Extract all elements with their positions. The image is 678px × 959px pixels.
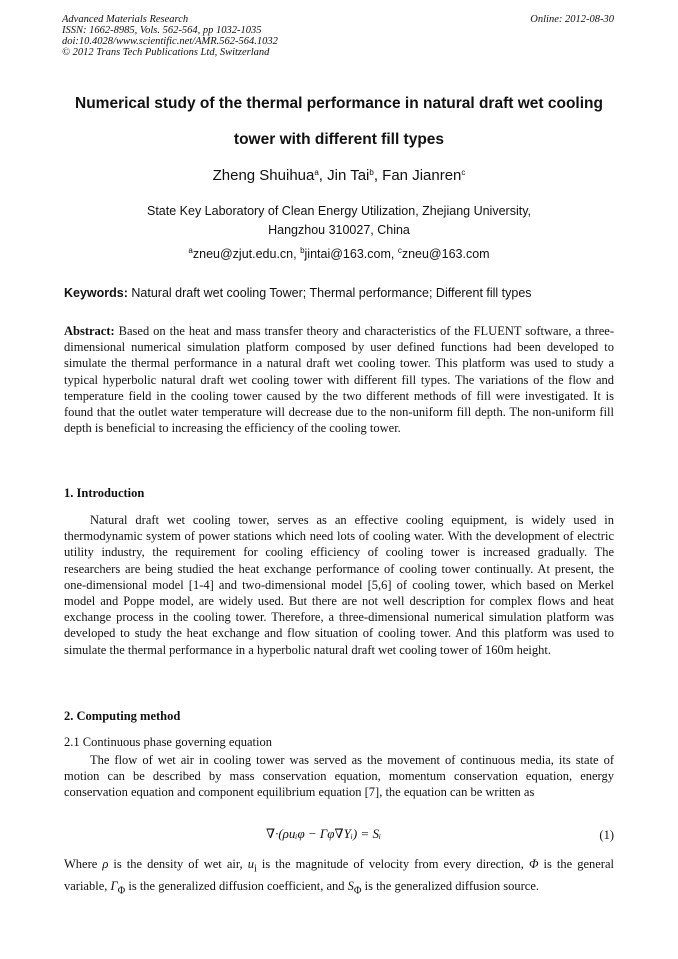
- author-name: Zheng Shuihua: [212, 167, 315, 184]
- author-affil-mark: c: [461, 168, 466, 177]
- email-mark: a: [188, 246, 193, 255]
- copyright-line: © 2012 Trans Tech Publications Ltd, Switzerland: [62, 47, 270, 58]
- author-list: [0, 166, 678, 186]
- paper-title: [48, 86, 630, 158]
- email-link[interactable]: zneu@163.com: [401, 247, 490, 261]
- u-symbol: u: [247, 857, 254, 871]
- journal-name: Advanced Materials Research: [62, 14, 189, 25]
- abstract-text: Based on the heat and mass transfer theory and characteristics of the FLUENT software, a three-dimensional numerical simulation platform composed by user defined functions had been developed to simulate the thermal performance in a natural draft wet cooling tower. This platform was used to study a typical hyperbolic natural draft wet cooling tower with different fill types. The variations of the flow and temperature field in the cooling tower caused by the two different methods of fill were investigated. It is found that the outlet water temperature will decrease due to the non-uniform fill depth. The non-uniform fill depth is beneficial to increasing the efficiency of the cooling tower.: [64, 324, 614, 436]
- email-mark: c: [397, 246, 402, 255]
- introduction-paragraph: Natural draft wet cooling tower, serves as an effective cooling equipment, is widely used in thermodynamic system of power stations which need lots of cooling water. With the development of electric utility industry, the requirement for cooling efficiency of cooling tower is increased gradually. The researchers are being studied the heat exchange performance of cooling tower continually. At present, the one-dimensional model [1-4] and two-dimensional model [5,6] of cooling tower, which based on Merkel model and Poppe model, are widely used. But there are not well description for complex flows and heat exchange process in the cooling tower. Therefore, a three-dimensional numerical simulation platform was developed to study the heat exchange and flow situation of cooling tower. And this platform was used to simulate the thermal performance in a hyperbolic natural draft wet cooling tower of 160m height.: [64, 513, 614, 657]
- section-heading-introduction: 1. Introduction: [64, 486, 145, 500]
- where-text: is the general variable,: [64, 857, 614, 893]
- u-subscript: i: [253, 863, 257, 875]
- phi-symbol: Φ: [528, 857, 539, 871]
- where-text: is the generalized diffusion source.: [361, 878, 539, 893]
- title-line-1: Numerical study of the thermal performance in natural draft wet cooling: [75, 95, 603, 112]
- email-list: [0, 246, 678, 262]
- s-subscript: Φ: [353, 885, 362, 897]
- gamma-symbol: Γ: [110, 878, 118, 893]
- governing-equation: ∇·(ρuᵢφ − Γφ∇Yᵢ) = Sᵢ: [266, 826, 382, 841]
- email-link[interactable]: jintai@163.com,: [304, 247, 398, 261]
- keywords-text: Natural draft wet cooling Tower; Thermal performance; Different fill types: [127, 286, 532, 300]
- keywords-label: Keywords:: [64, 286, 128, 300]
- email-link[interactable]: zneu@zjut.edu.cn,: [192, 247, 301, 261]
- subsection-heading: 2.1 Continuous phase governing equation: [64, 735, 272, 749]
- variable-definitions: [64, 856, 614, 899]
- where-text: Where: [64, 857, 103, 871]
- affiliation-line-2: Hangzhou 310027, China: [268, 223, 410, 237]
- section-heading-computing-method: 2. Computing method: [64, 709, 181, 723]
- where-text: is the generalized diffusion coefficient, and: [125, 878, 348, 893]
- s-symbol: S: [347, 878, 354, 893]
- doi-line: doi:10.4028/www.scientific.net/AMR.562-564.1032: [62, 36, 278, 47]
- journal-header: [62, 14, 278, 58]
- author-affil-mark: a: [314, 168, 319, 177]
- affiliation-line-1: State Key Laboratory of Clean Energy Utilization, Zhejiang University,: [147, 204, 531, 218]
- issn-line: ISSN: 1662-8985, Vols. 562-564, pp 1032-1035: [62, 25, 262, 36]
- abstract-label: Abstract:: [64, 324, 115, 338]
- author-name: , Fan Jianren: [373, 167, 462, 184]
- title-line-2: tower with different fill types: [233, 131, 445, 148]
- rho-symbol: ρ: [102, 857, 109, 871]
- gamma-subscript: Φ: [117, 885, 126, 897]
- abstract: [64, 323, 614, 436]
- where-text: is the magnitude of velocity from every direction,: [256, 857, 529, 871]
- equation-number: (1): [599, 828, 614, 842]
- online-date: Online: 2012-08-30: [530, 14, 614, 25]
- affiliation: [0, 202, 678, 240]
- method-paragraph: The flow of wet air in cooling tower was served as the movement of continuous media, its state of motion can be described by mass conservation equation, momentum conservation equation, energy conservation equation and component equilibrium equation [7], the equation can be written as: [64, 753, 614, 800]
- author-name: , Jin Tai: [318, 167, 370, 184]
- author-affil-mark: b: [369, 168, 374, 177]
- keywords: [64, 285, 616, 301]
- email-mark: b: [300, 246, 305, 255]
- where-text: is the density of wet air,: [108, 857, 248, 871]
